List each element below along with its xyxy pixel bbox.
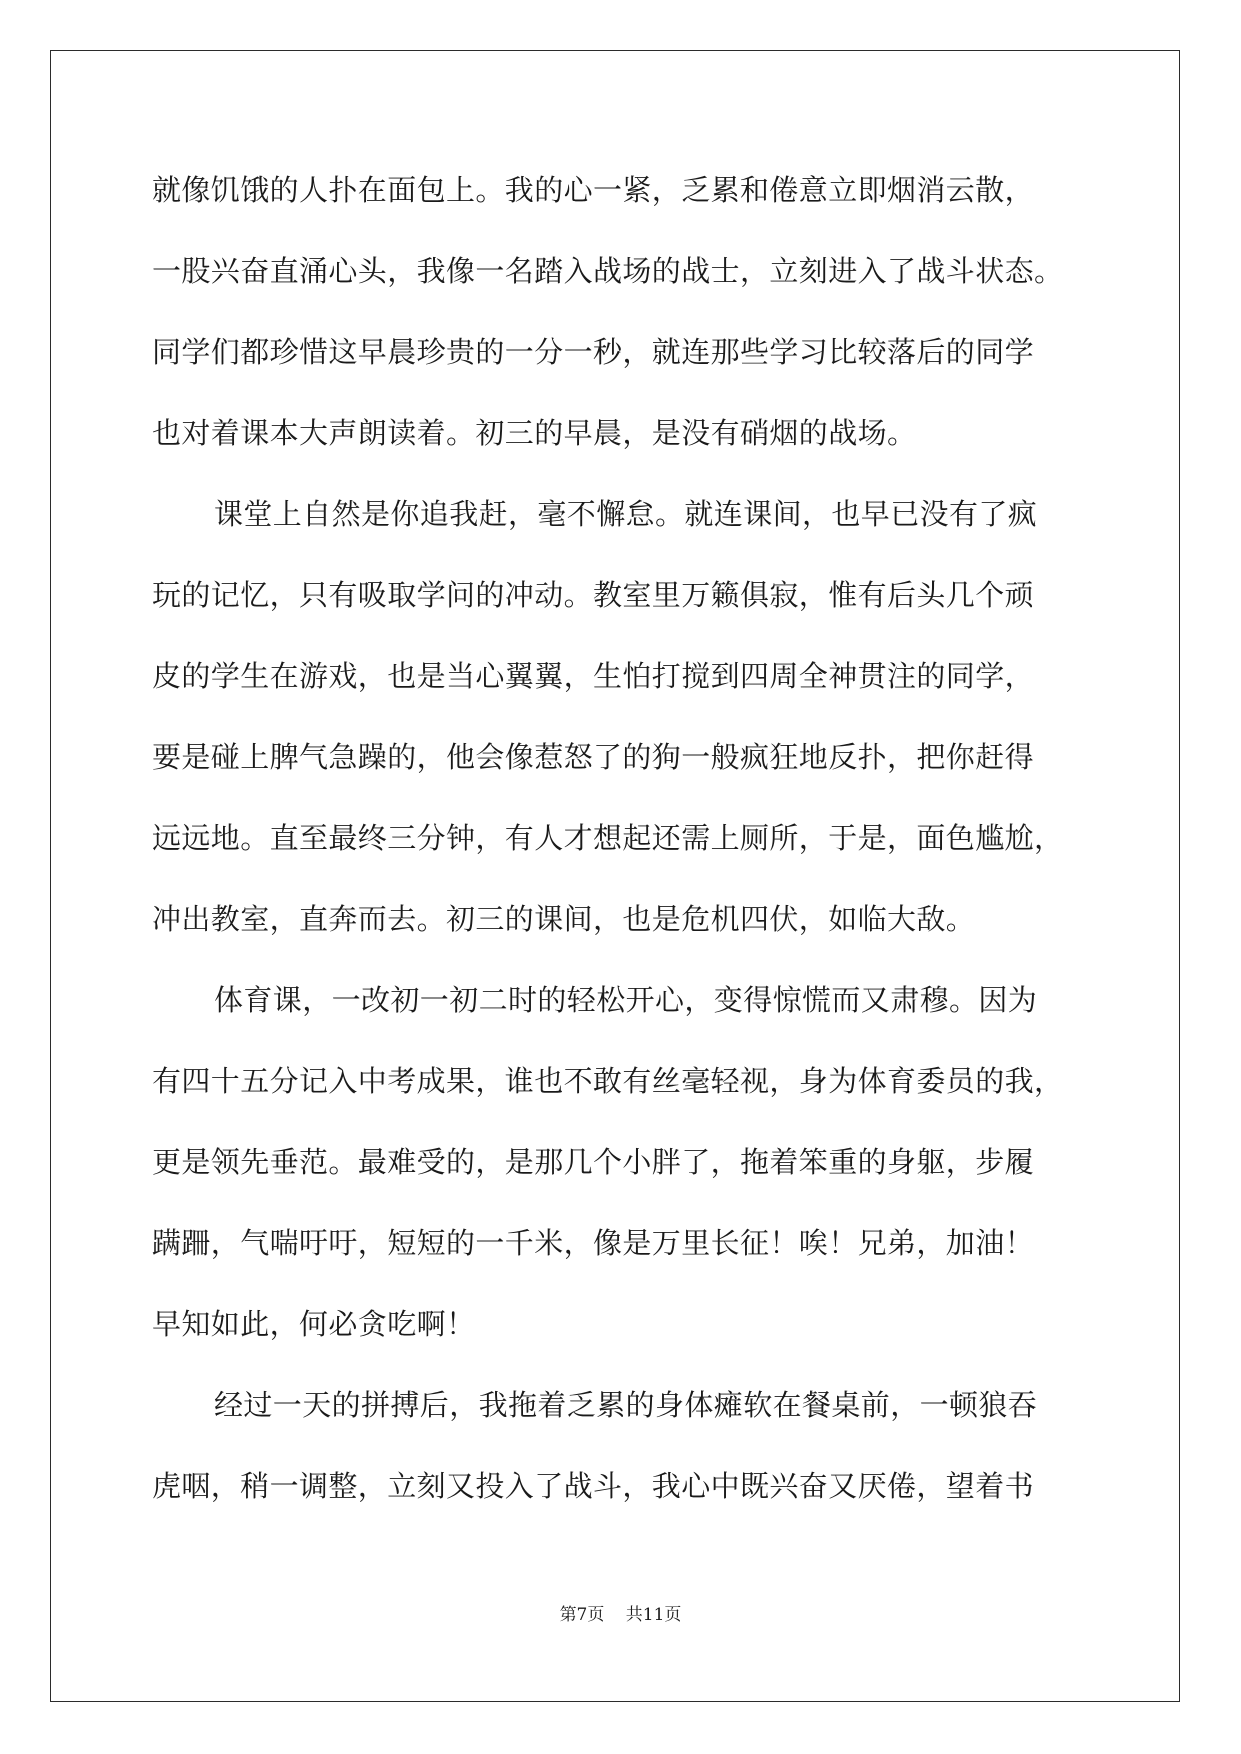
text-line: 虎咽，稍一调整，立刻又投入了战斗，我心中既兴奋又厌倦，望着书	[152, 1469, 1035, 1503]
text-line: 玩的记忆，只有吸取学问的冲动。教室里万籁俱寂，惟有后头几个顽	[152, 578, 1035, 612]
text-line: 冲出教室，直奔而去。初三的课间，也是危机四伏，如临大敌。	[152, 902, 976, 936]
text-line: 一股兴奋直涌心头，我像一名踏入战场的战士，立刻进入了战斗状态。	[152, 254, 1064, 288]
text-line: 有四十五分记入中考成果，谁也不敢有丝毫轻视，身为体育委员的我，	[152, 1064, 1064, 1098]
text-line: 体育课，一改初一初二时的轻松开心，变得惊慌而又肃穆。因为	[214, 983, 1038, 1017]
text-line: 就像饥饿的人扑在面包上。我的心一紧，乏累和倦意立即烟消云散，	[152, 173, 1035, 207]
page-footer	[0, 1600, 1241, 1625]
page-number-total: 共11页	[625, 1605, 682, 1625]
text-line: 同学们都珍惜这早晨珍贵的一分一秒，就连那些学习比较落后的同学	[152, 335, 1035, 369]
text-line: 皮的学生在游戏，也是当心翼翼，生怕打搅到四周全神贯注的同学，	[152, 659, 1035, 693]
text-line: 课堂上自然是你追我赶，毫不懈怠。就连课间，也早已没有了疯	[214, 497, 1038, 531]
page-number-current: 第7页	[559, 1605, 605, 1625]
text-line: 蹒跚，气喘吁吁，短短的一千米，像是万里长征！唉！兄弟，加油！	[152, 1226, 1035, 1260]
text-line: 也对着课本大声朗读着。初三的早晨，是没有硝烟的战场。	[152, 416, 917, 450]
text-line: 更是领先垂范。最难受的，是那几个小胖了，拖着笨重的身躯，步履	[152, 1145, 1035, 1179]
text-line: 经过一天的拼搏后，我拖着乏累的身体瘫软在餐桌前，一顿狼吞	[214, 1388, 1038, 1422]
text-line: 早知如此，何必贪吃啊！	[152, 1307, 476, 1341]
document-body	[152, 160, 1102, 1537]
text-line: 要是碰上脾气急躁的，他会像惹怒了的狗一般疯狂地反扑，把你赶得	[152, 740, 1035, 774]
text-line: 远远地。直至最终三分钟，有人才想起还需上厕所，于是，面色尴尬，	[152, 821, 1064, 855]
